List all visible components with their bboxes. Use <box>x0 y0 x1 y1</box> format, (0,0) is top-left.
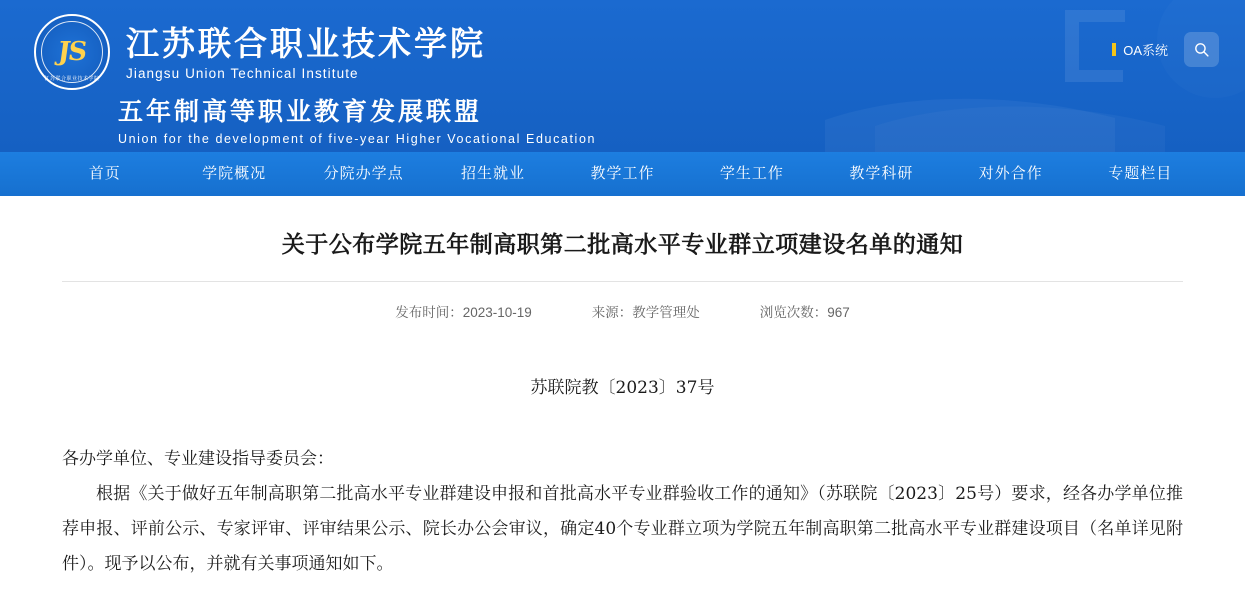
nav-item-special[interactable]: 专题栏目 <box>1108 165 1173 182</box>
nav-item-home[interactable]: 首页 <box>88 165 121 182</box>
alliance-title <box>118 92 596 146</box>
alliance-name-en: Union for the development of five-year Higher Vocational Education <box>118 132 597 146</box>
seal-arc-text: 江苏联合职业技术学院 <box>44 76 100 82</box>
org-name-cn: 江苏联合职业技术学院 <box>126 23 486 63</box>
article-paragraph-1: 根据《关于做好五年制高职第二批高水平专业群建设申报和首批高水平专业群验收工作的通知》（苏联院〔2023〕25号）要求，经各办学单位推荐申报、评前公示、专家评审、评审结果公示、院长办公会审议，确定40个专业群立项为学院五年制高职第二批高水平专业群建设项目（名单详见附件）。现予以公布，并就有关事项通知如下。 <box>62 483 1183 574</box>
seal-mark-text: JS <box>56 37 88 67</box>
oa-system-label: OA系统 <box>1123 43 1168 58</box>
alliance-name-cn: 五年制高等职业教育发展联盟 <box>118 97 483 126</box>
page-title: 关于公布学院五年制高职第二批高水平专业群立项建设名单的通知 <box>62 226 1183 282</box>
article-meta <box>62 282 1183 321</box>
nav-item-cooperation[interactable]: 对外合作 <box>978 165 1043 182</box>
nav-item-overview[interactable]: 学院概况 <box>202 165 267 182</box>
site-header <box>0 0 1245 152</box>
nav-item-branches[interactable]: 分院办学点 <box>323 165 404 182</box>
nav-item-admissions[interactable]: 招生就业 <box>461 165 526 182</box>
article-source: 来源：教学管理处 <box>591 305 700 320</box>
search-icon <box>1193 41 1210 58</box>
oa-system-link[interactable] <box>1112 40 1168 59</box>
article-paragraph-salutation: 各办学单位、专业建设指导委员会： <box>62 449 334 469</box>
publish-time: 发布时间：2023-10-19 <box>395 305 532 320</box>
nav-item-students[interactable]: 学生工作 <box>719 165 784 182</box>
article-container <box>0 196 1245 581</box>
document-number: 苏联院教〔2023〕37号 <box>530 378 715 398</box>
org-name-en: Jiangsu Union Technical Institute <box>126 66 359 82</box>
institute-seal-icon <box>34 14 110 90</box>
header-actions <box>1112 32 1219 67</box>
site-logo[interactable] <box>34 14 486 90</box>
oa-accent-bar-icon <box>1112 43 1116 56</box>
main-navigation <box>0 152 1245 196</box>
nav-item-teaching[interactable]: 教学工作 <box>590 165 655 182</box>
nav-item-research[interactable]: 教学科研 <box>849 165 914 182</box>
search-button[interactable] <box>1184 32 1219 67</box>
view-count: 浏览次数：967 <box>759 305 850 320</box>
header-decoration <box>815 0 1245 152</box>
article-body <box>62 442 1183 581</box>
